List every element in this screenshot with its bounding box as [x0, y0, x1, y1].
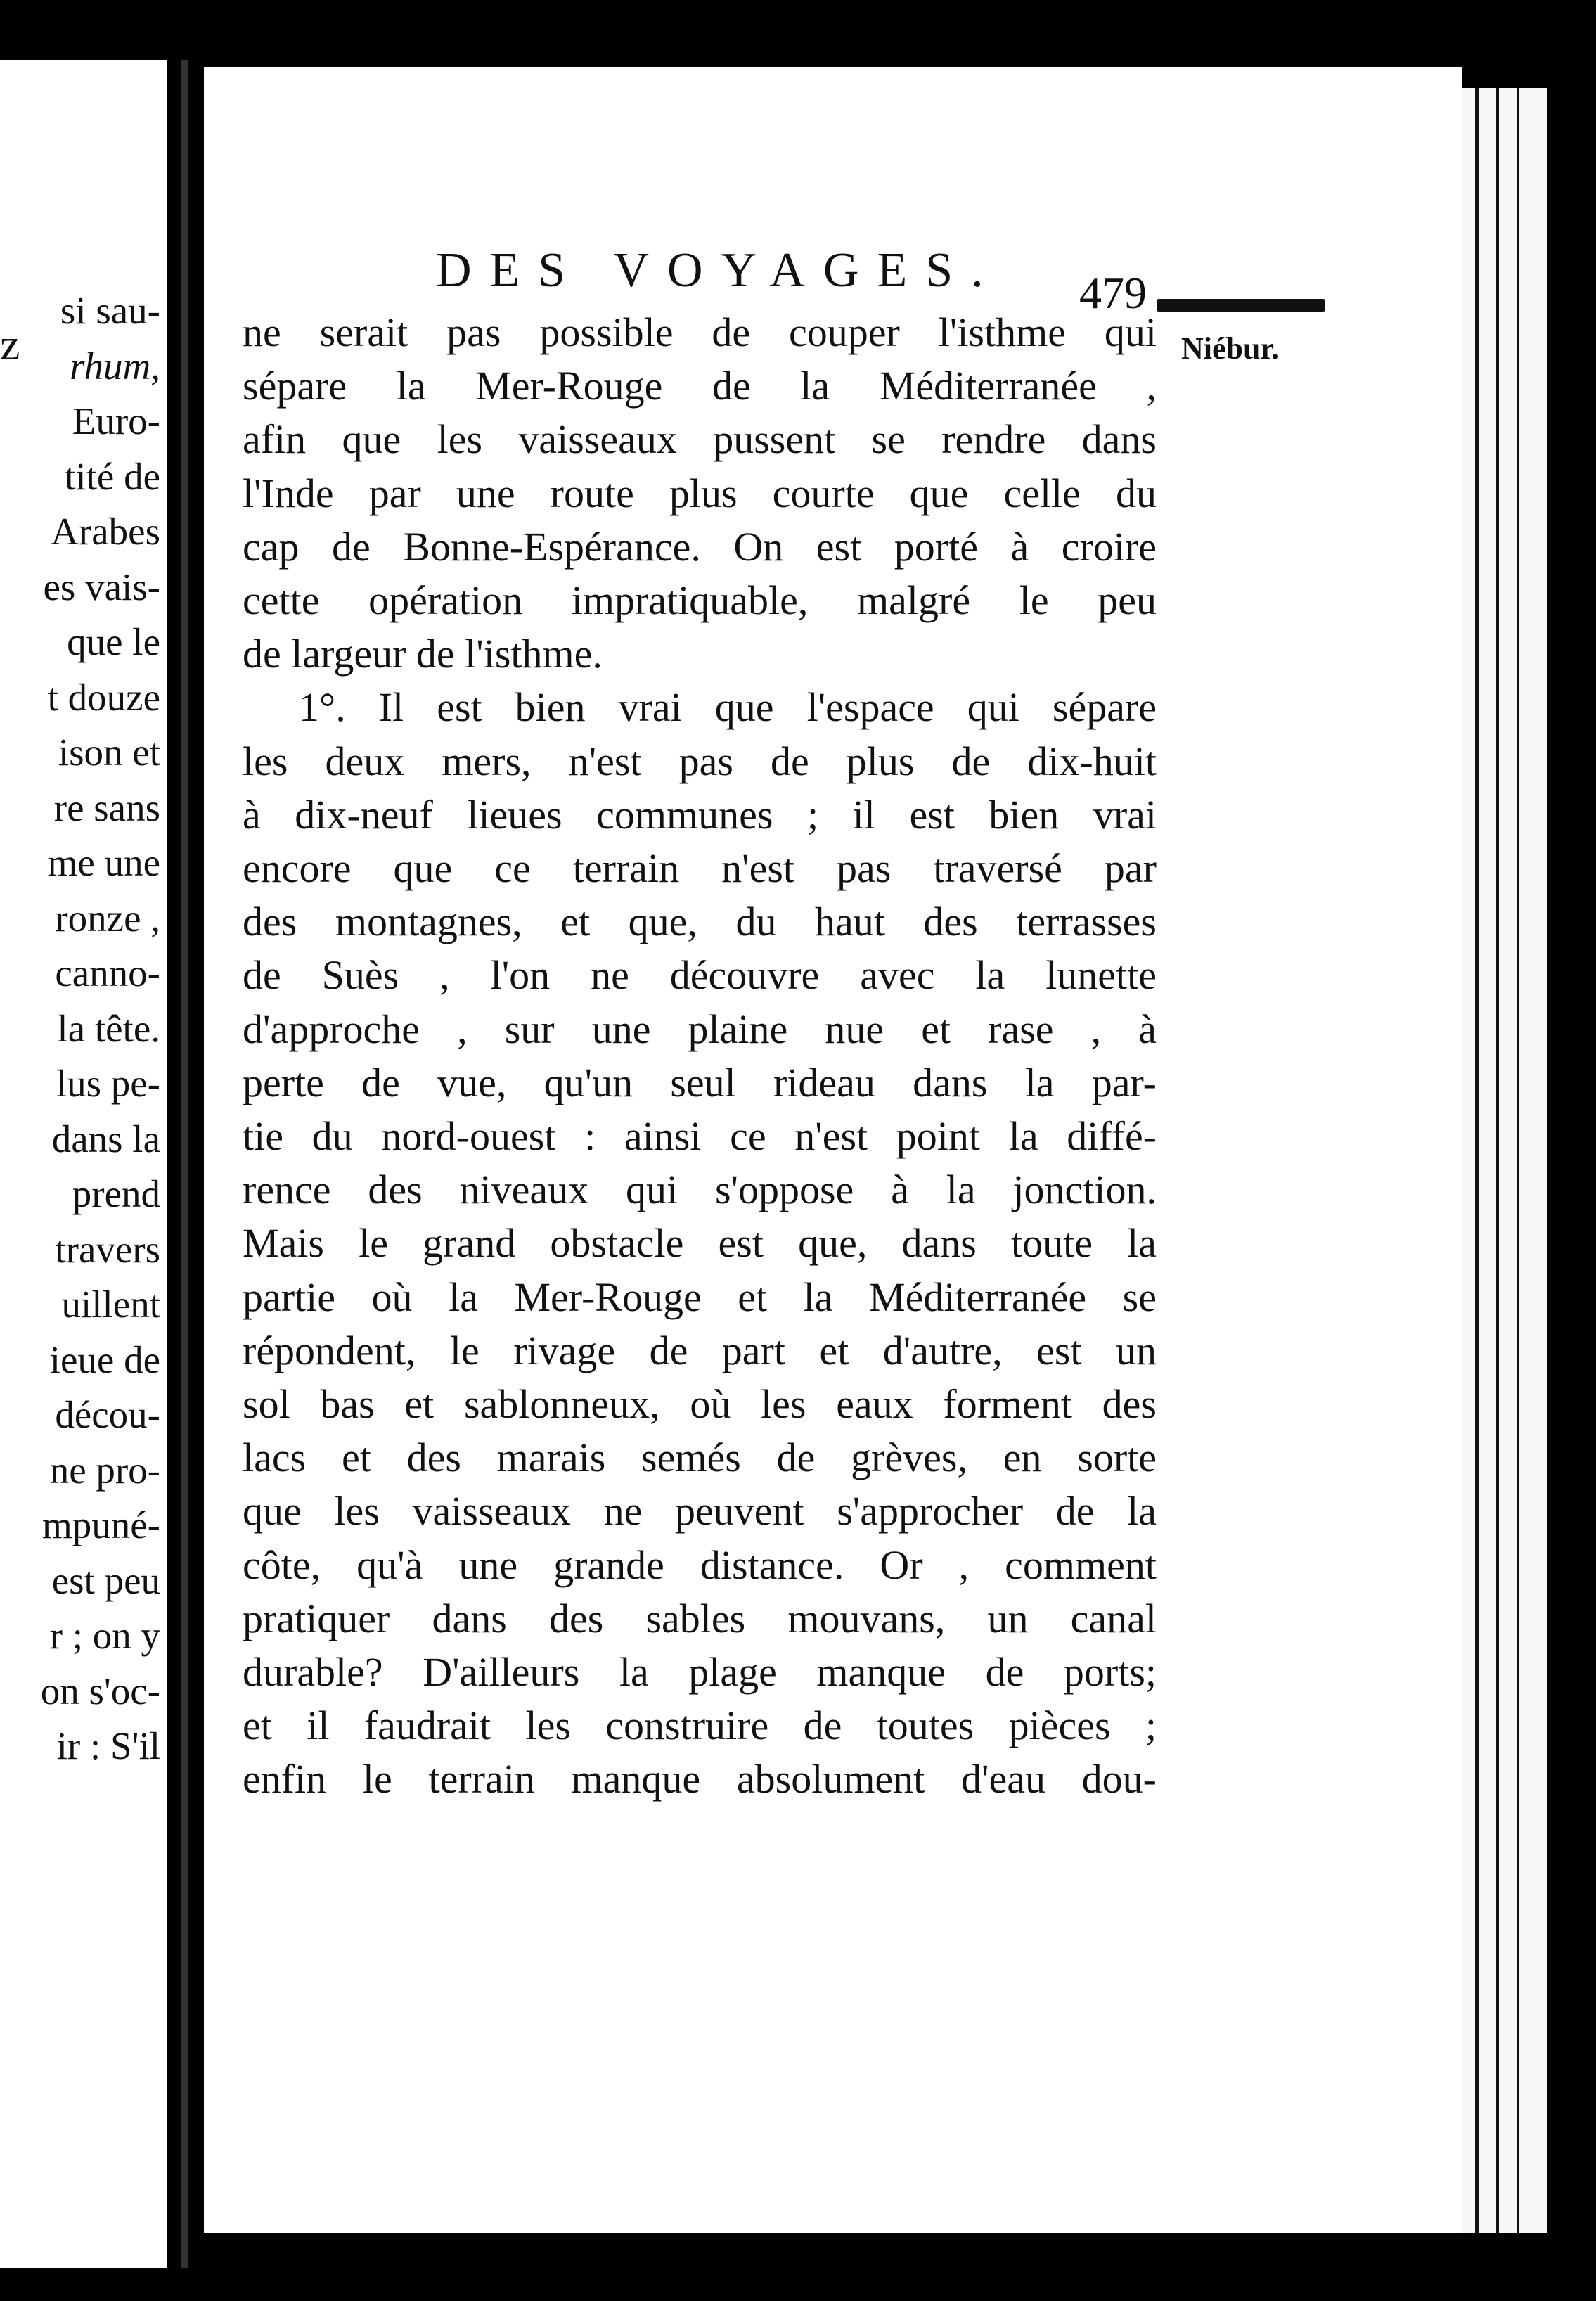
left-page-line: Arabes	[51, 510, 160, 553]
text-line: perte de vue, qu'un seul rideau dans la par-	[243, 1059, 1157, 1105]
body-text	[243, 306, 1157, 1807]
text-line: partie où la Mer-Rouge et la Méditerranée se	[243, 1274, 1157, 1320]
left-page-line: est peu	[51, 1558, 160, 1602]
text-line: Mais le grand obstacle est que, dans toute la	[243, 1220, 1157, 1267]
left-page-line: mpuné-	[41, 1504, 160, 1546]
left-page-line: ieue de	[49, 1338, 160, 1381]
left-page-line: ison et	[58, 731, 160, 774]
left-page-line: tité de	[65, 454, 160, 498]
left-page-line: on s'oc-	[40, 1669, 160, 1712]
text-line: afin que les vaisseaux pussent se rendre dans	[243, 416, 1157, 463]
left-page-line: rhum,	[70, 344, 160, 387]
page-number: 479	[1079, 268, 1147, 318]
text-line: et il faudrait les construire de toutes pièces ;	[243, 1703, 1157, 1749]
text-line: que les vaisseaux ne peuvent s'approcher de la	[243, 1488, 1157, 1534]
text-line: de largeur de l'isthme.	[243, 631, 603, 677]
left-page-line: r ; on y	[49, 1614, 160, 1657]
text-line: des montagnes, et que, du haut des terrasses	[243, 899, 1157, 945]
text-line: sol bas et sablonneux, où les eaux forment des	[243, 1381, 1157, 1428]
book-gutter	[167, 60, 206, 2268]
left-page-line: es vais-	[43, 565, 160, 608]
left-page-line: ne pro-	[49, 1448, 160, 1492]
left-page-text-column	[0, 283, 160, 1774]
header-rule	[1157, 299, 1325, 312]
left-page-line: Euro-	[72, 399, 160, 442]
text-line: répondent, le rivage de part et d'autre, est un	[243, 1327, 1157, 1373]
text-line: cap de Bonne-Espérance. On est porté à croire	[243, 523, 1157, 570]
page-edges	[1462, 88, 1547, 2233]
text-line: durable? D'ailleurs la plage manque de ports;	[243, 1649, 1157, 1696]
left-page-line: canno-	[55, 951, 160, 994]
text-line: sépare la Mer-Rouge de la Méditerranée ,	[243, 363, 1157, 409]
running-head: DES VOYAGES.	[436, 243, 1002, 297]
text-line: d'approche , sur une plaine nue et rase , à	[243, 1006, 1157, 1052]
text-line: cette opération impratiquable, malgré le peu	[243, 577, 1157, 624]
left-page-header-fragment: z	[0, 319, 20, 369]
left-page-line: travers	[55, 1227, 160, 1271]
text-line: 1°. Il est bien vrai que l'espace qui sépare	[299, 684, 1157, 731]
text-line: les deux mers, n'est pas de plus de dix-huit	[243, 738, 1157, 784]
left-page-line: ir : S'il	[56, 1724, 160, 1767]
text-line: pratiquer dans des sables mouvans, un canal	[243, 1595, 1157, 1641]
left-page-line: re sans	[53, 786, 160, 829]
left-page-line: lus pe-	[56, 1062, 160, 1105]
left-page-line: si sau-	[60, 289, 160, 332]
left-page-line: t douze	[47, 675, 160, 719]
left-page-line: la tête.	[57, 1006, 160, 1050]
text-line: rence des niveaux qui s'oppose à la jonction.	[243, 1167, 1157, 1213]
margin-note: Niébur.	[1181, 331, 1279, 366]
text-line: l'Inde par une route plus courte que celle du	[243, 470, 1157, 516]
left-page-fragment	[0, 60, 167, 2268]
left-page-line: dans la	[51, 1117, 160, 1160]
left-page-line: que le	[67, 620, 160, 663]
left-page-line: uillent	[61, 1283, 160, 1326]
left-page-line: me une	[47, 841, 160, 884]
text-line: encore que ce terrain n'est pas traversé par	[243, 845, 1157, 892]
text-line: tie du nord-ouest : ainsi ce n'est point la diffé-	[243, 1113, 1157, 1160]
text-line: de Suès , l'on ne découvre avec la lunette	[243, 952, 1157, 999]
left-page-line: ronze ,	[55, 896, 160, 940]
text-line: côte, qu'à une grande distance. Or , comment	[243, 1542, 1157, 1588]
text-line: lacs et des marais semés de grèves, en sorte	[243, 1435, 1157, 1481]
text-line: ne serait pas possible de couper l'isthme qui	[243, 309, 1157, 355]
left-page-line: décou-	[55, 1393, 160, 1436]
text-line: à dix-neuf lieues communes ; il est bien vrai	[243, 791, 1157, 838]
text-line: enfin le terrain manque absolument d'eau dou-	[243, 1756, 1157, 1802]
left-page-line: prend	[72, 1172, 160, 1215]
